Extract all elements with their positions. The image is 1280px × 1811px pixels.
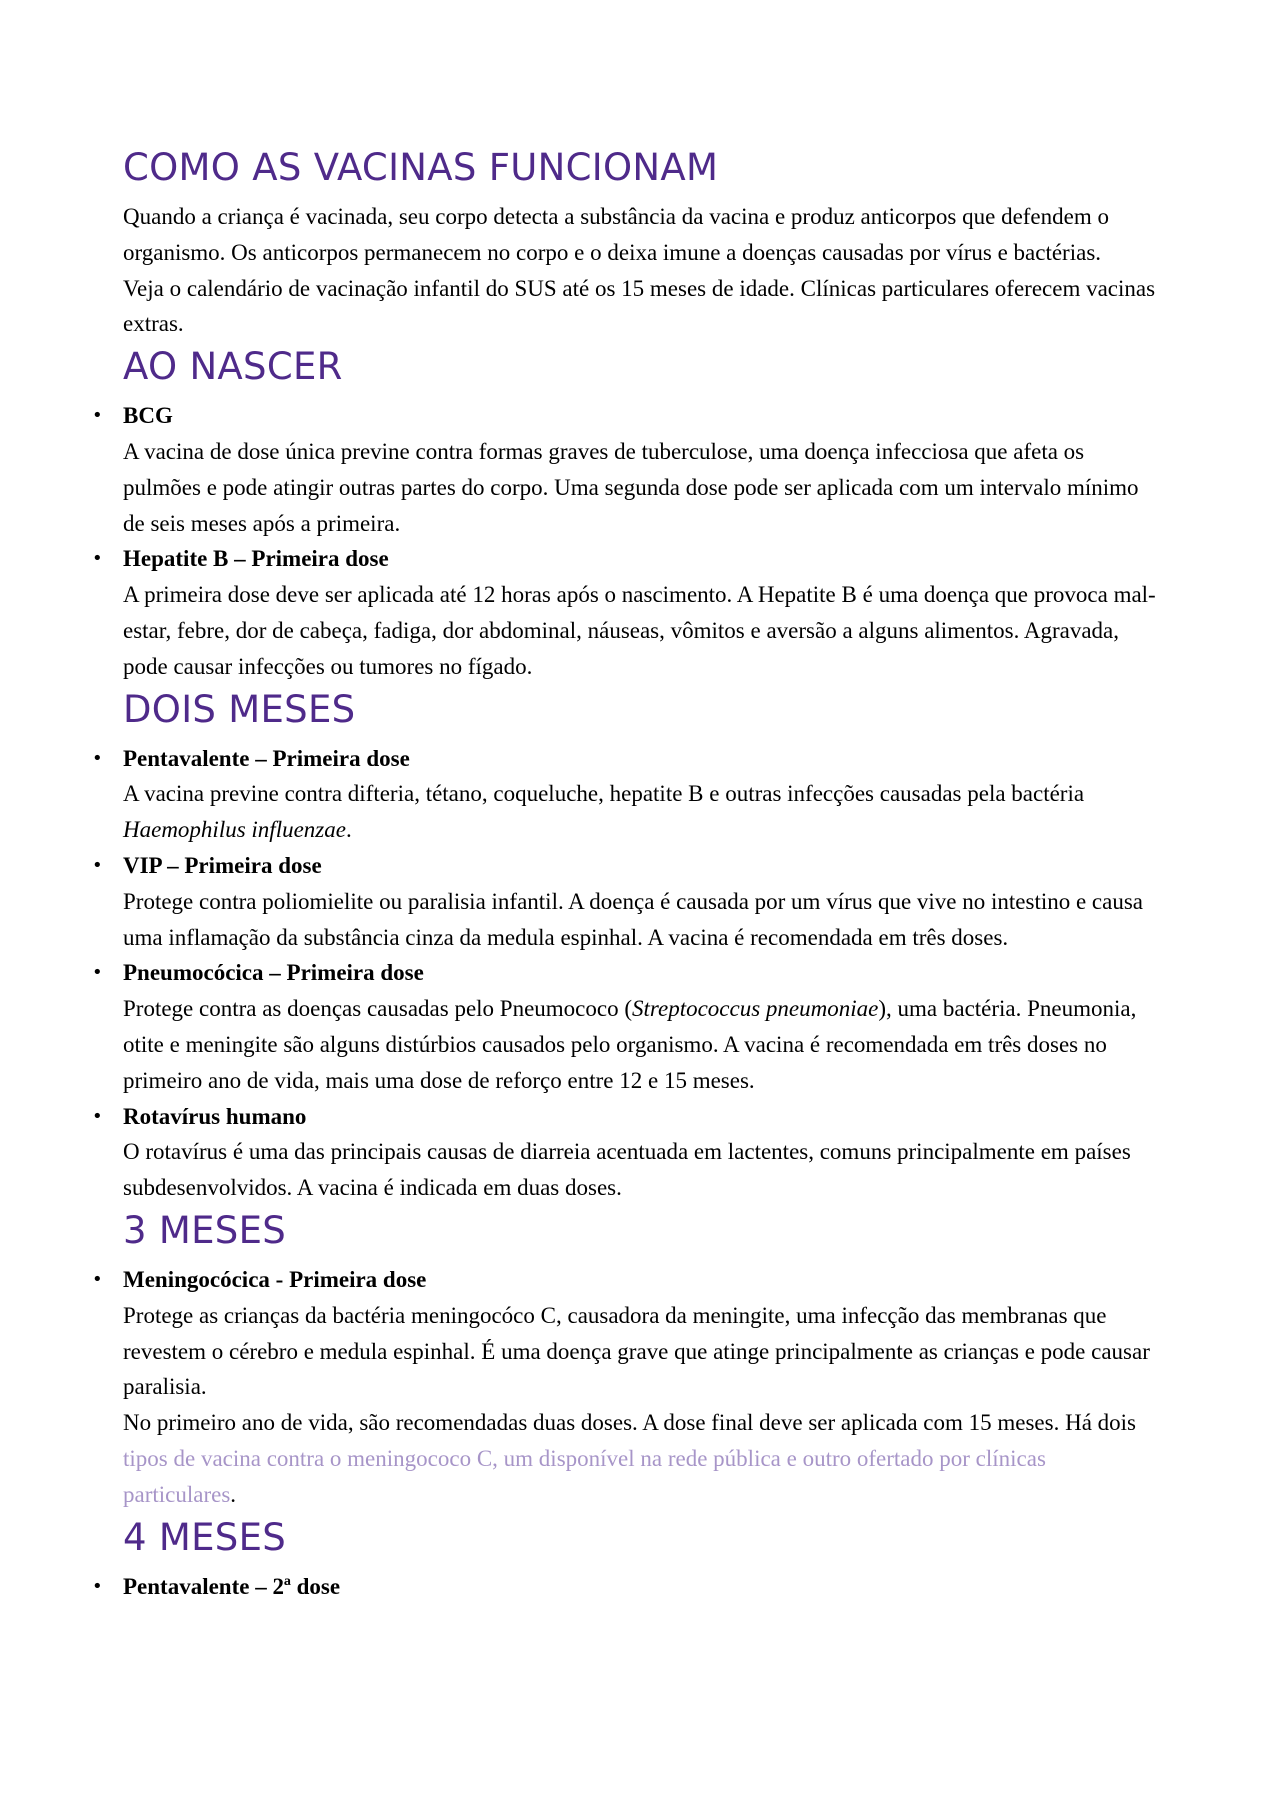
species-name: Haemophilus influenzae [123, 817, 346, 843]
item-description: Protege as crianças da bactéria meningocóco C, causadora da meningite, uma infecção das membranas que revestem o cérebro e medula espinhal. É uma doença grave que atinge principalmente as crianças e pode causar paralisia. [123, 1302, 1150, 1400]
bullet-icon: • [92, 1575, 103, 1597]
item-description: A vacina de dose única previne contra formas graves de tuberculose, uma doença infecciosa que afeta os pulmões e pode atingir outras partes do corpo. Uma segunda dose pode ser aplicada com um intervalo mínimo de seis meses após a primeira. [123, 438, 1139, 536]
bullet-icon: • [92, 1105, 103, 1127]
description-text: Protege contra as doenças causadas pelo Pneumococo ( [123, 996, 633, 1022]
description-text: . [230, 1481, 237, 1507]
list-item-meningococica [92, 1262, 1163, 1513]
list-dois-meses [92, 741, 1163, 1206]
bullet-icon: • [92, 1268, 103, 1290]
item-description: Protege contra poliomielite ou paralisia infantil. A doença é causada por um vírus que vive no intestino e causa uma inflamação da substância cinza da medula espinhal. A vacina é recomendada em três doses. [123, 888, 1144, 950]
bullet-icon: • [92, 405, 103, 427]
list-item-hepatite-b [92, 541, 1163, 684]
item-description: O rotavírus é uma das principais causas de diarreia acentuada em lactentes, comuns principalmente em países subdesenvolvidos. A vacina é indicada em duas doses. [123, 1139, 1131, 1201]
item-title: Pentavalente – Primeira dose [123, 745, 410, 771]
item-description [123, 991, 1163, 1098]
item-title: VIP – Primeira dose [123, 852, 322, 878]
bullet-icon: • [92, 747, 103, 769]
description-text: A vacina previne contra difteria, tétano, coqueluche, hepatite B e outras infecções causadas pela bactéria [123, 781, 1085, 807]
item-title: Pentavalente – 2ª dose [123, 1573, 341, 1599]
list-3-meses [92, 1262, 1163, 1513]
list-4-meses [92, 1569, 1163, 1605]
bullet-icon: • [92, 962, 103, 984]
vaccine-types-link[interactable]: tipos de vacina contra o meningococo C, um disponível na rede pública e outro ofertado por clínicas particulares [123, 1445, 1046, 1507]
document-content [92, 143, 1163, 1604]
bullet-icon: • [92, 548, 103, 570]
list-item-pentavalente [92, 741, 1163, 848]
heading-ao-nascer: AO NASCER [123, 345, 343, 389]
description-text: No primeiro ano de vida, são recomendadas duas doses. A dose final deve ser aplicada com 15 meses. Há dois [123, 1410, 1136, 1436]
heading-4-meses: 4 MESES [123, 1515, 287, 1559]
heading-dois-meses: DOIS MESES [123, 687, 356, 731]
item-title: Rotavírus humano [123, 1103, 307, 1129]
list-item-pneumococica [92, 955, 1163, 1098]
item-description-2 [123, 1405, 1163, 1512]
intro-paragraph-1: Quando a criança é vacinada, seu corpo detecta a substância da vacina e produz anticorpos que defendem o organismo. Os anticorpos permanecem no corpo e o deixa imune a doenças causadas por vírus e bactérias. [123, 204, 1109, 265]
intro-paragraph-2: Veja o calendário de vacinação infantil do SUS até os 15 meses de idade. Clínicas particulares oferecem vacinas extras. [123, 275, 1156, 337]
item-title: Hepatite B – Primeira dose [123, 546, 389, 572]
description-text: . [345, 817, 352, 843]
list-ao-nascer [92, 398, 1163, 684]
bullet-icon: • [92, 854, 103, 876]
list-item-bcg [92, 398, 1163, 541]
description-text: ), uma bactéria. Pneumonia, otite e meningite são alguns distúrbios causados pelo organismo. A vacina é recomendada em três doses no primeiro ano de vida, mais uma dose de reforço entre 12 e 15 meses. [123, 996, 1137, 1093]
item-description: A primeira dose deve ser aplicada até 12 horas após o nascimento. A Hepatite B é uma doença que provoca mal-estar, febre, dor de cabeça, fadiga, dor abdominal, náuseas, vômitos e aversão a alguns alimentos. Agravada, pode causar infecções ou tumores no fígado. [123, 582, 1156, 679]
item-description [123, 776, 1163, 848]
heading-3-meses: 3 MESES [123, 1208, 287, 1252]
list-item-pentavalente-2 [92, 1569, 1163, 1605]
list-item-vip [92, 848, 1163, 955]
species-name: Streptococcus pneumoniae [632, 996, 879, 1022]
item-title: Pneumocócica – Primeira dose [123, 960, 424, 986]
list-item-rotavirus [92, 1099, 1163, 1206]
item-title: BCG [123, 403, 173, 429]
heading-como-funcionam: COMO AS VACINAS FUNCIONAM [123, 146, 719, 189]
item-title: Meningocócica - Primeira dose [123, 1266, 427, 1292]
